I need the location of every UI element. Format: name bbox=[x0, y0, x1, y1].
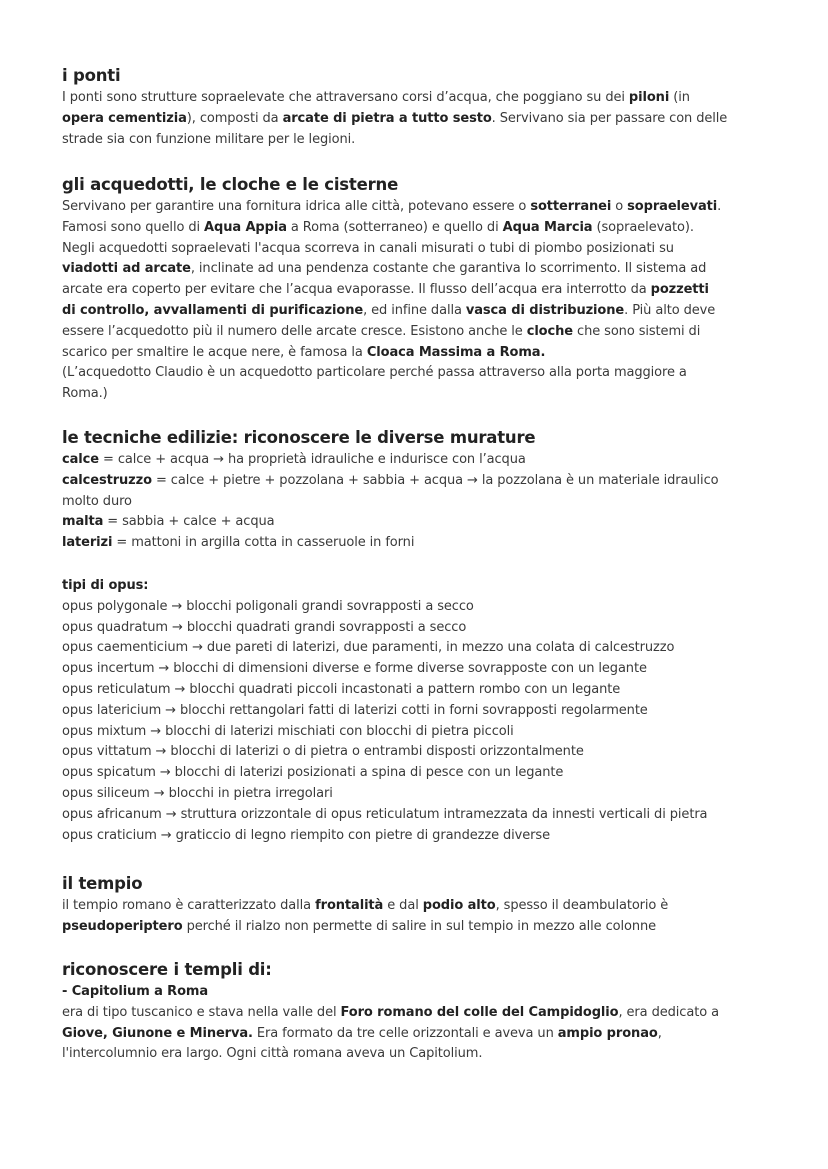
text-line bbox=[62, 301, 782, 322]
bold-text: opera cementizia bbox=[62, 110, 187, 126]
text-line bbox=[62, 982, 782, 1003]
text: , inclinate ad una pendenza costante che garantiva lo scorrimento. Il sistema ad bbox=[190, 261, 707, 277]
text: opus quadratum → blocchi quadrati grandi sovrapposti a secco bbox=[62, 619, 467, 635]
text: (L’acquedotto Claudio è un acquedotto particolare perché passa attraverso alla porta maggiore a bbox=[62, 365, 687, 381]
text: , era dedicato a bbox=[618, 1004, 719, 1020]
bold-text: Cloaca Massima a Roma. bbox=[366, 344, 546, 360]
text-line bbox=[62, 1024, 782, 1045]
text: . Servivano sia per passare con delle bbox=[491, 110, 728, 126]
bold-text: piloni bbox=[628, 90, 670, 105]
text: opus reticulatum → blocchi quadrati piccoli incastonati a pattern rombo con un legante bbox=[62, 681, 621, 697]
section-heading: il tempio bbox=[62, 874, 143, 893]
text-line bbox=[62, 218, 782, 239]
text-line bbox=[62, 471, 782, 492]
text: = mattoni in argilla cotta in casseruole in forni bbox=[112, 535, 415, 551]
text-line bbox=[62, 638, 782, 659]
text: ), composti da bbox=[186, 110, 283, 126]
text: (in bbox=[669, 90, 690, 105]
text: (sopraelevato). bbox=[592, 219, 694, 235]
text: opus craticium → graticcio di legno riempito con pietre di grandezze diverse bbox=[62, 827, 550, 843]
text: l'intercolumnio era largo. Ogni città romana aveva un Capitolium. bbox=[62, 1046, 483, 1062]
text: opus polygonale → blocchi poligonali grandi sovrapposti a secco bbox=[62, 598, 474, 614]
text: . Più alto deve bbox=[624, 302, 716, 318]
text: o bbox=[611, 199, 628, 214]
text: opus incertum → blocchi di dimensioni diverse e forme diverse sovrapposte con un legante bbox=[62, 661, 647, 677]
bold-text: pseudoperiptero bbox=[62, 918, 183, 934]
text: Famosi sono quello di bbox=[62, 219, 205, 235]
section bbox=[62, 958, 782, 1065]
text: strade sia con funzione militare per le legioni. bbox=[62, 131, 356, 147]
text-line bbox=[62, 384, 782, 405]
text-line bbox=[62, 512, 782, 533]
text-line bbox=[62, 722, 782, 743]
text: , ed infine dalla bbox=[363, 302, 466, 318]
bold-text: sopraelevati bbox=[627, 199, 718, 214]
text: , spesso il deambulatorio è bbox=[495, 898, 669, 913]
text: = calce + acqua → ha proprietà idrauliche e indurisce con l’acqua bbox=[98, 452, 526, 467]
text: Servivano per garantire una fornitura idrica alle città, potevano essere o bbox=[62, 199, 531, 214]
text: , bbox=[657, 1025, 662, 1041]
text-line bbox=[62, 742, 782, 763]
section-heading: le tecniche edilizie: riconoscere le diverse murature bbox=[62, 428, 536, 447]
bold-text: calce bbox=[62, 452, 99, 467]
text-line bbox=[62, 896, 782, 917]
text-line bbox=[62, 1044, 782, 1065]
text: molto duro bbox=[62, 493, 132, 509]
text-line bbox=[62, 659, 782, 680]
text-line bbox=[62, 363, 782, 384]
bold-text: vasca di distribuzione bbox=[465, 302, 625, 318]
bold-text: Aqua Marcia bbox=[502, 219, 593, 235]
text-line bbox=[62, 322, 782, 343]
text-line bbox=[62, 680, 782, 701]
text: che sono sistemi di bbox=[573, 323, 701, 339]
bold-text: malta bbox=[62, 514, 104, 530]
text-line bbox=[62, 763, 782, 784]
bold-text: viadotti ad arcate bbox=[62, 261, 191, 277]
text-line bbox=[62, 805, 782, 826]
section-heading: i ponti bbox=[62, 66, 121, 85]
text-line bbox=[62, 1003, 782, 1024]
text: Era formato da tre celle orizzontali e aveva un bbox=[252, 1025, 558, 1041]
text-line bbox=[62, 259, 782, 280]
bold-text: di controllo, avvallamenti di purificazione bbox=[62, 302, 364, 318]
bold-text: tipi di opus: bbox=[62, 578, 149, 593]
text: Negli acquedotti sopraelevati l'acqua scorreva in canali misurati o tubi di piombo posizionati su bbox=[62, 240, 674, 256]
text-line bbox=[62, 784, 782, 805]
text-line bbox=[62, 197, 782, 218]
text: arcate era coperto per evitare che l’acqua evaporasse. Il flusso dell’acqua era interrotto da bbox=[62, 282, 651, 298]
text-line bbox=[62, 597, 782, 618]
text-line bbox=[62, 917, 782, 938]
bold-text: Aqua Appia bbox=[204, 219, 287, 235]
text: opus mixtum → blocchi di laterizi mischiati con blocchi di pietra piccoli bbox=[62, 723, 514, 739]
text-line bbox=[62, 618, 782, 639]
text: opus caementicium → due pareti di laterizi, due paramenti, in mezzo una colata di calcestruzzo bbox=[62, 640, 675, 656]
text-line bbox=[62, 280, 782, 301]
section-heading: gli acquedotti, le cloche e le cisterne bbox=[62, 175, 399, 194]
text: essere l’acquedotto più il numero delle arcate cresce. Esistono anche le bbox=[62, 323, 527, 339]
bold-text: arcate di pietra a tutto sesto bbox=[282, 110, 492, 126]
text-line bbox=[62, 88, 782, 109]
text-line bbox=[62, 576, 782, 597]
text: . bbox=[717, 199, 722, 214]
text-line bbox=[62, 109, 782, 130]
section bbox=[62, 173, 782, 405]
bold-text: ampio pronao bbox=[557, 1025, 658, 1041]
text-line bbox=[62, 701, 782, 722]
section bbox=[62, 576, 782, 846]
bold-text: - Capitolium a Roma bbox=[62, 984, 209, 999]
bold-text: Foro romano del colle del Campidoglio bbox=[340, 1004, 619, 1020]
bold-text: podio alto bbox=[422, 898, 496, 913]
bold-text: cloche bbox=[526, 323, 573, 339]
text-line bbox=[62, 533, 782, 554]
bold-text: laterizi bbox=[62, 535, 113, 551]
text-line bbox=[62, 239, 782, 260]
text: opus spicatum → blocchi di laterizi posizionati a spina di pesce con un legante bbox=[62, 765, 564, 781]
text-line bbox=[62, 450, 782, 471]
text-line bbox=[62, 130, 782, 151]
text: scarico per smaltire le acque nere, è famosa la bbox=[62, 344, 367, 360]
text: opus vittatum → blocchi di laterizi o di pietra o entrambi disposti orizzontalmente bbox=[62, 744, 584, 760]
text: perché il rialzo non permette di salire in sul tempio in mezzo alle colonne bbox=[182, 918, 657, 934]
text: = calce + pietre + pozzolana + sabbia + acqua → la pozzolana è un materiale idraulico bbox=[151, 472, 719, 488]
bold-text: sotterranei bbox=[530, 199, 612, 214]
text: I ponti sono strutture sopraelevate che attraversano corsi d’acqua, che poggiano su dei bbox=[62, 90, 629, 105]
text: opus africanum → struttura orizzontale di opus reticulatum intramezzata da innesti verticali di pietra bbox=[62, 806, 708, 822]
text: opus siliceum → blocchi in pietra irregolari bbox=[62, 785, 333, 801]
section bbox=[62, 872, 782, 938]
text: il tempio romano è caratterizzato dalla bbox=[62, 898, 316, 913]
bold-text: frontalità bbox=[315, 898, 384, 913]
text: = sabbia + calce + acqua bbox=[103, 514, 275, 530]
text: e dal bbox=[383, 898, 423, 913]
text-line bbox=[62, 826, 782, 847]
section-heading: riconoscere i templi di: bbox=[62, 960, 272, 979]
bold-text: pozzetti bbox=[650, 282, 709, 298]
text-line bbox=[62, 343, 782, 364]
text: era di tipo tuscanico e stava nella valle del bbox=[62, 1004, 341, 1020]
text-line bbox=[62, 492, 782, 513]
text: opus latericium → blocchi rettangolari fatti di laterizi cotti in forni sovrapposti regolarmente bbox=[62, 702, 648, 718]
section bbox=[62, 64, 782, 150]
text: a Roma (sotterraneo) e quello di bbox=[286, 219, 503, 235]
bold-text: calcestruzzo bbox=[62, 472, 152, 488]
text: Roma.) bbox=[62, 386, 108, 402]
bold-text: Giove, Giunone e Minerva. bbox=[62, 1025, 253, 1041]
section bbox=[62, 426, 782, 554]
